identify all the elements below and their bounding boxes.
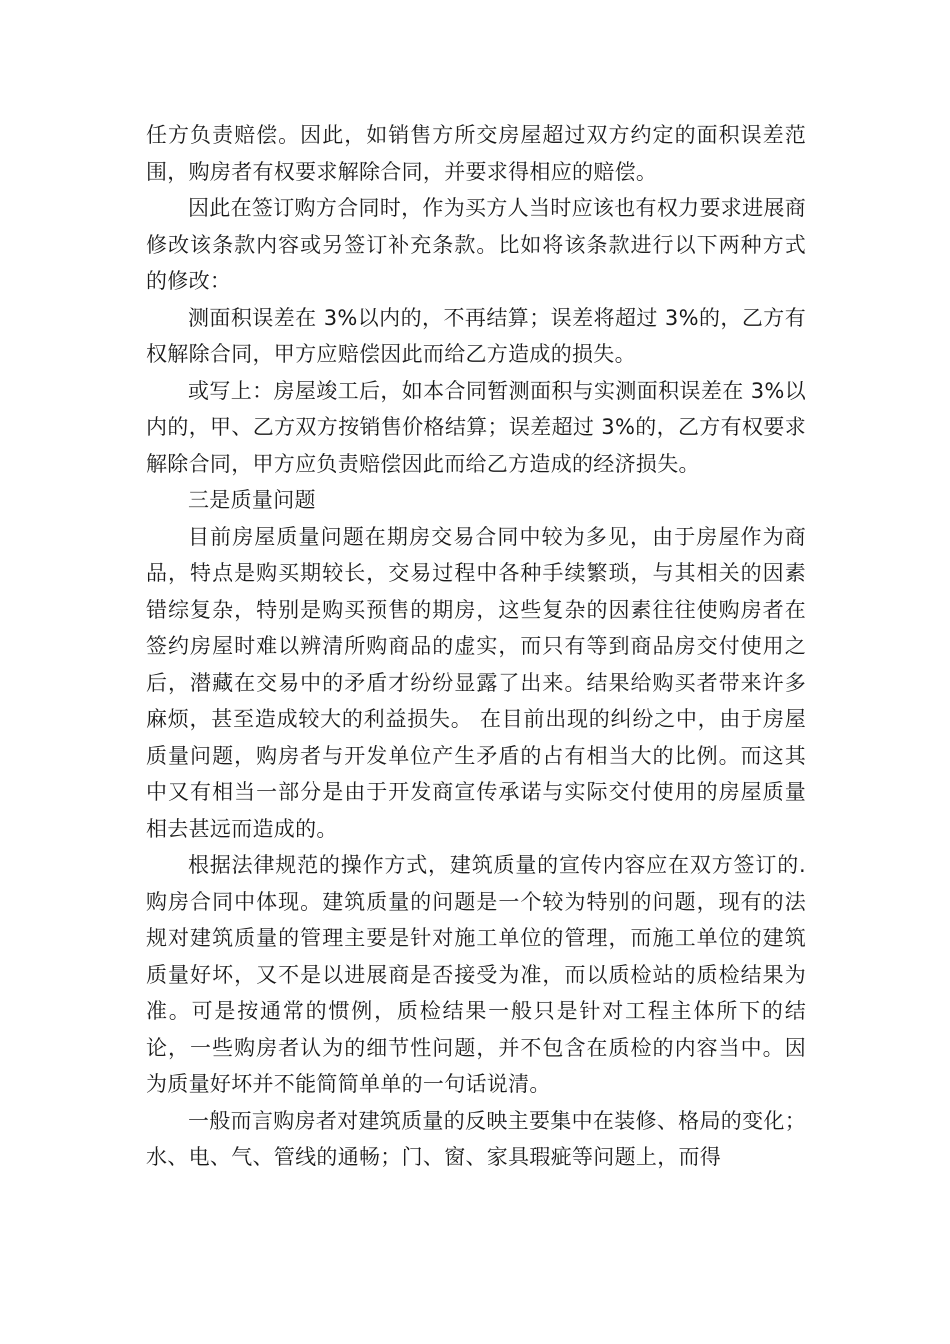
paragraph-contract-revision: 因此在签订购方合同时，作为买方人当时应该也有权力要求进展商修改该条款内容或另签订补充条款。比如将该条款进行以下两种方式的修改：: [146, 196, 806, 293]
section-heading-quality: 三是质量问题: [188, 488, 316, 512]
document-body: [146, 117, 806, 1176]
paragraph-buyer-concerns: 一般而言购房者对建筑质量的反映主要集中在装修、格局的变化；水、电、气、管线的通畅；门、窗、家具瑕疵等问题上，而得: [146, 1108, 806, 1169]
paragraph-continuation: 任方负责赔偿。因此，如销售方所交房屋超过双方约定的面积误差范围，购房者有权要求解除合同，并要求得相应的赔偿。: [146, 123, 806, 184]
paragraph-option-two: 或写上：房屋竣工后，如本合同暂测面积与实测面积误差在 3%以内的，甲、乙方双方按销售价格结算；误差超过 3%的，乙方有权要求解除合同，甲方应负责赔偿因此而给乙方造成的经济损失。: [146, 378, 806, 476]
paragraph-quality-issues: 目前房屋质量问题在期房交易合同中较为多见，由于房屋作为商品，特点是购买期较长，交易过程中各种手续繁琐，与其相关的因素错综复杂，特别是购买预售的期房，这些复杂的因素往往使购房者在签约房屋时难以辨清所购商品的虚实，而只有等到商品房交付使用之后，潜藏在交易中的矛盾才纷纷显露了出来。结果给购买者带来许多麻烦，甚至造成较大的利益损失。 在目前出现的纠纷之中，由于房屋质量问题，购房者与开发单位产生矛盾的占有相当大的比例。而这其中又有相当一部分是由于开发商宣传承诺与实际交付使用的房屋质量相去甚远而造成的。: [146, 524, 806, 841]
paragraph-option-one: 测面积误差在 3%以内的，不再结算；误差将超过 3%的，乙方有权解除合同，甲方应赔偿因此而给乙方造成的损失。: [146, 305, 806, 366]
paragraph-legal-norms: 根据法律规范的操作方式，建筑质量的宣传内容应在双方签订的.购房合同中体现。建筑质量的问题是一个较为特别的问题，现有的法规对建筑质量的管理主要是针对施工单位的管理，而施工单位的建筑质量好坏，又不是以进展商是否接受为准，而以质检站的质检结果为准。可是按通常的惯例，质检结果一般只是针对工程主体所下的结论，一些购房者认为的细节性问题，并不包含在质检的内容当中。因为质量好坏并不能简简单单的一句话说清。: [146, 853, 806, 1096]
